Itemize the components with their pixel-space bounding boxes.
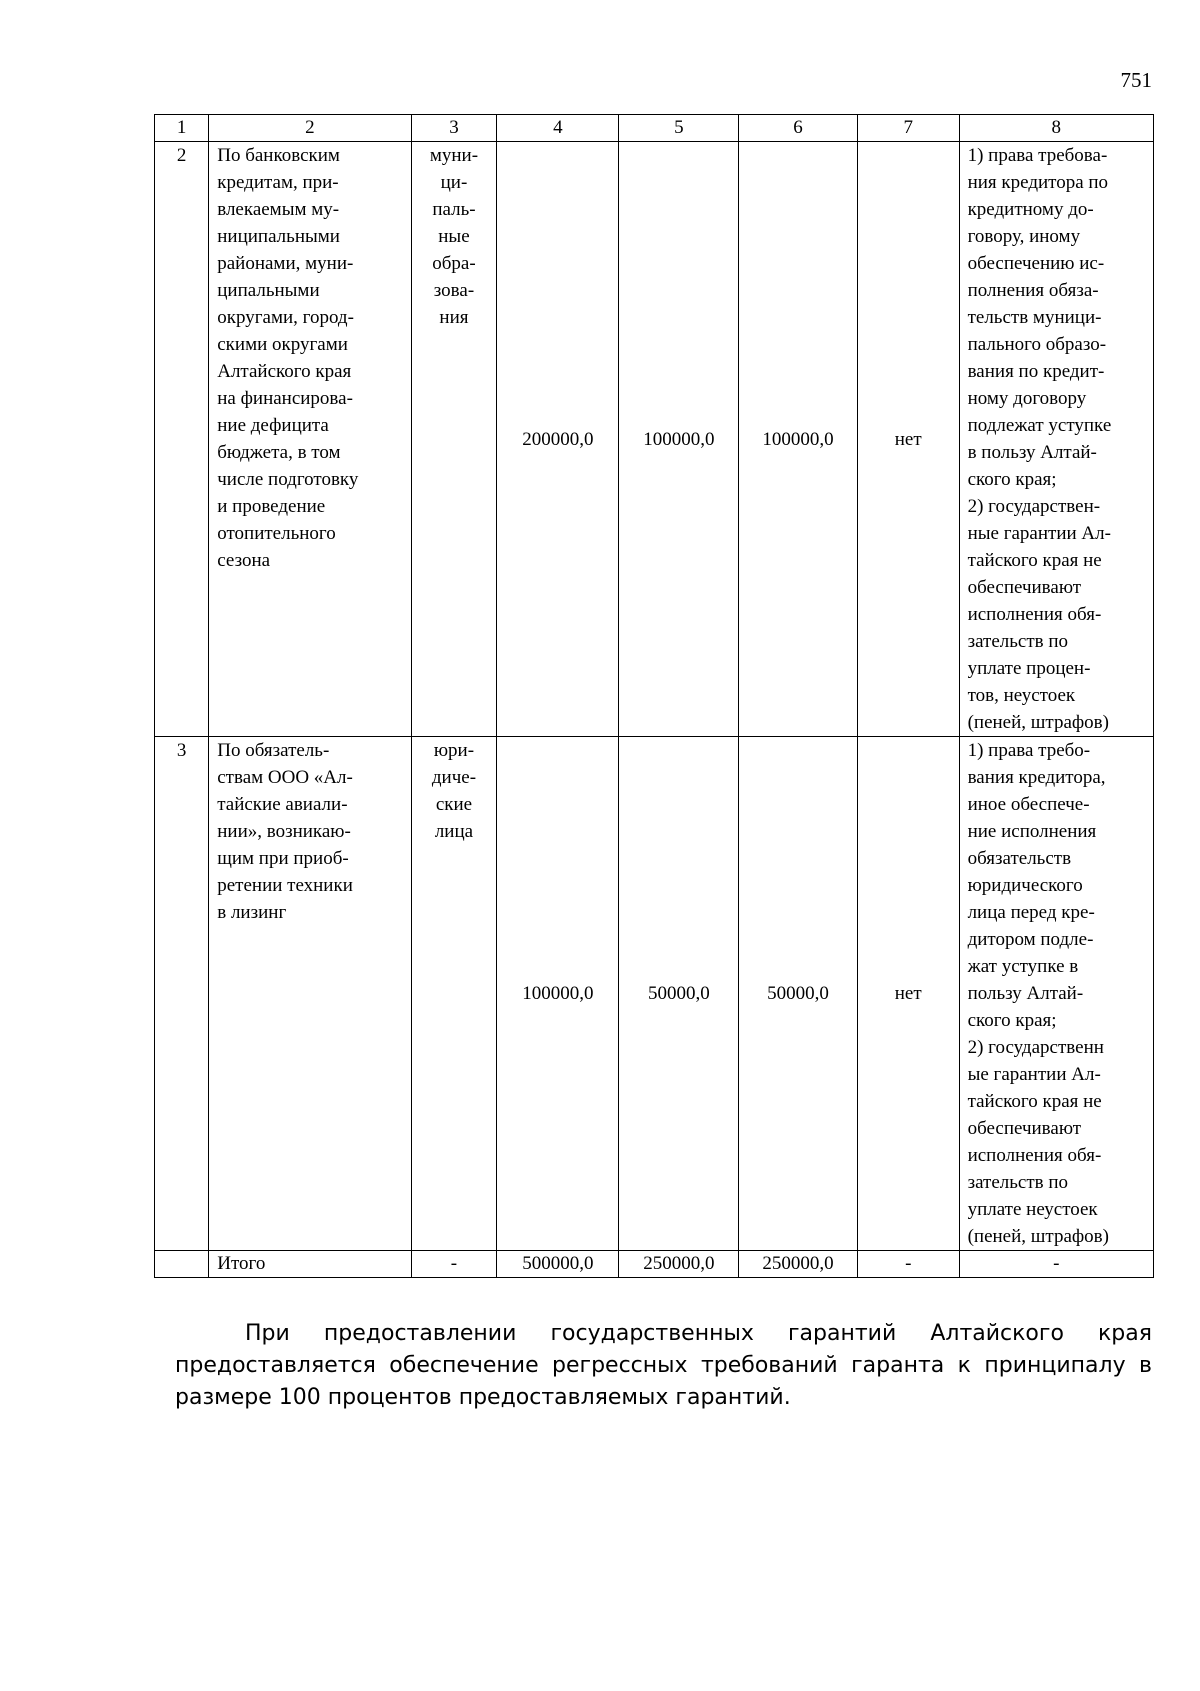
amount-col6: 50000,0	[739, 737, 858, 1251]
principal-category: муни- ци- паль- ные обра- зова- ния	[411, 142, 497, 737]
total-row	[155, 1251, 1154, 1278]
amount-col5: 100000,0	[619, 142, 739, 737]
guarantees-table	[154, 114, 1154, 1278]
guarantee-purpose: По обязатель- ствам ООО «Ал- тайские авиали- нии», возникаю- щим при приоб- ретении техники в лизинг	[209, 737, 411, 1251]
column-header: 8	[959, 115, 1153, 142]
guarantee-conditions: 1) права требо- вания кредитора, иное обеспече- ние исполнения обязательств юридического лица перед кре- дитором подле- жат уступке в пользу Алтай- ского края; 2) государственн ые гарантии Ал- тайского края не обеспечивают исполнения обя- зательств по уплате неустоек (пеней, штрафов)	[959, 737, 1153, 1251]
column-header: 1	[155, 115, 209, 142]
amount-col6: 100000,0	[739, 142, 858, 737]
total-col6: 250000,0	[739, 1251, 858, 1278]
recourse-flag: нет	[857, 737, 959, 1251]
column-header: 2	[209, 115, 411, 142]
column-header: 6	[739, 115, 858, 142]
amount-total: 100000,0	[497, 737, 619, 1251]
row-number: 3	[155, 737, 209, 1251]
page-number: 751	[1120, 68, 1152, 92]
total-row-num	[155, 1251, 209, 1278]
column-header: 5	[619, 115, 739, 142]
column-header: 3	[411, 115, 497, 142]
total-label: Итого	[209, 1251, 411, 1278]
amount-col5: 50000,0	[619, 737, 739, 1251]
total-col7: -	[857, 1251, 959, 1278]
guarantee-conditions: 1) права требова- ния кредитора по кредитному до- говору, иному обеспечению ис- полнения обяза- тельств муници- пального образо- вания по кредит- ному договору подлежат уступке в пользу Алтай- ского края; 2) государствен- ные гарантии Ал- тайского края не обеспечивают исполнения обя- зательств по уплате процен- тов, неустоек (пеней, штрафов)	[959, 142, 1153, 737]
total-col4: 500000,0	[497, 1251, 619, 1278]
table-row	[155, 737, 1154, 1251]
amount-total: 200000,0	[497, 142, 619, 737]
body-paragraph: При предоставлении государственных гарантий Алтайского края предоставляется обеспечение регрессных требований гаранта к принципалу в размере 100 процентов предоставляемых гарантий.	[175, 1321, 1152, 1410]
principal-category: юри- диче- ские лица	[411, 737, 497, 1251]
total-col8: -	[959, 1251, 1153, 1278]
total-col3: -	[411, 1251, 497, 1278]
table-row	[155, 142, 1154, 737]
recourse-flag: нет	[857, 142, 959, 737]
column-header: 4	[497, 115, 619, 142]
guarantee-purpose: По банковским кредитам, при- влекаемым му- ниципальными районами, муни- ципальными округами, город- скими округами Алтайского края на финансирова- ние дефицита бюджета, в том числе подготовку и проведение отопительного сезона	[209, 142, 411, 737]
table-header-row	[155, 115, 1154, 142]
row-number: 2	[155, 142, 209, 737]
total-col5: 250000,0	[619, 1251, 739, 1278]
column-header: 7	[857, 115, 959, 142]
